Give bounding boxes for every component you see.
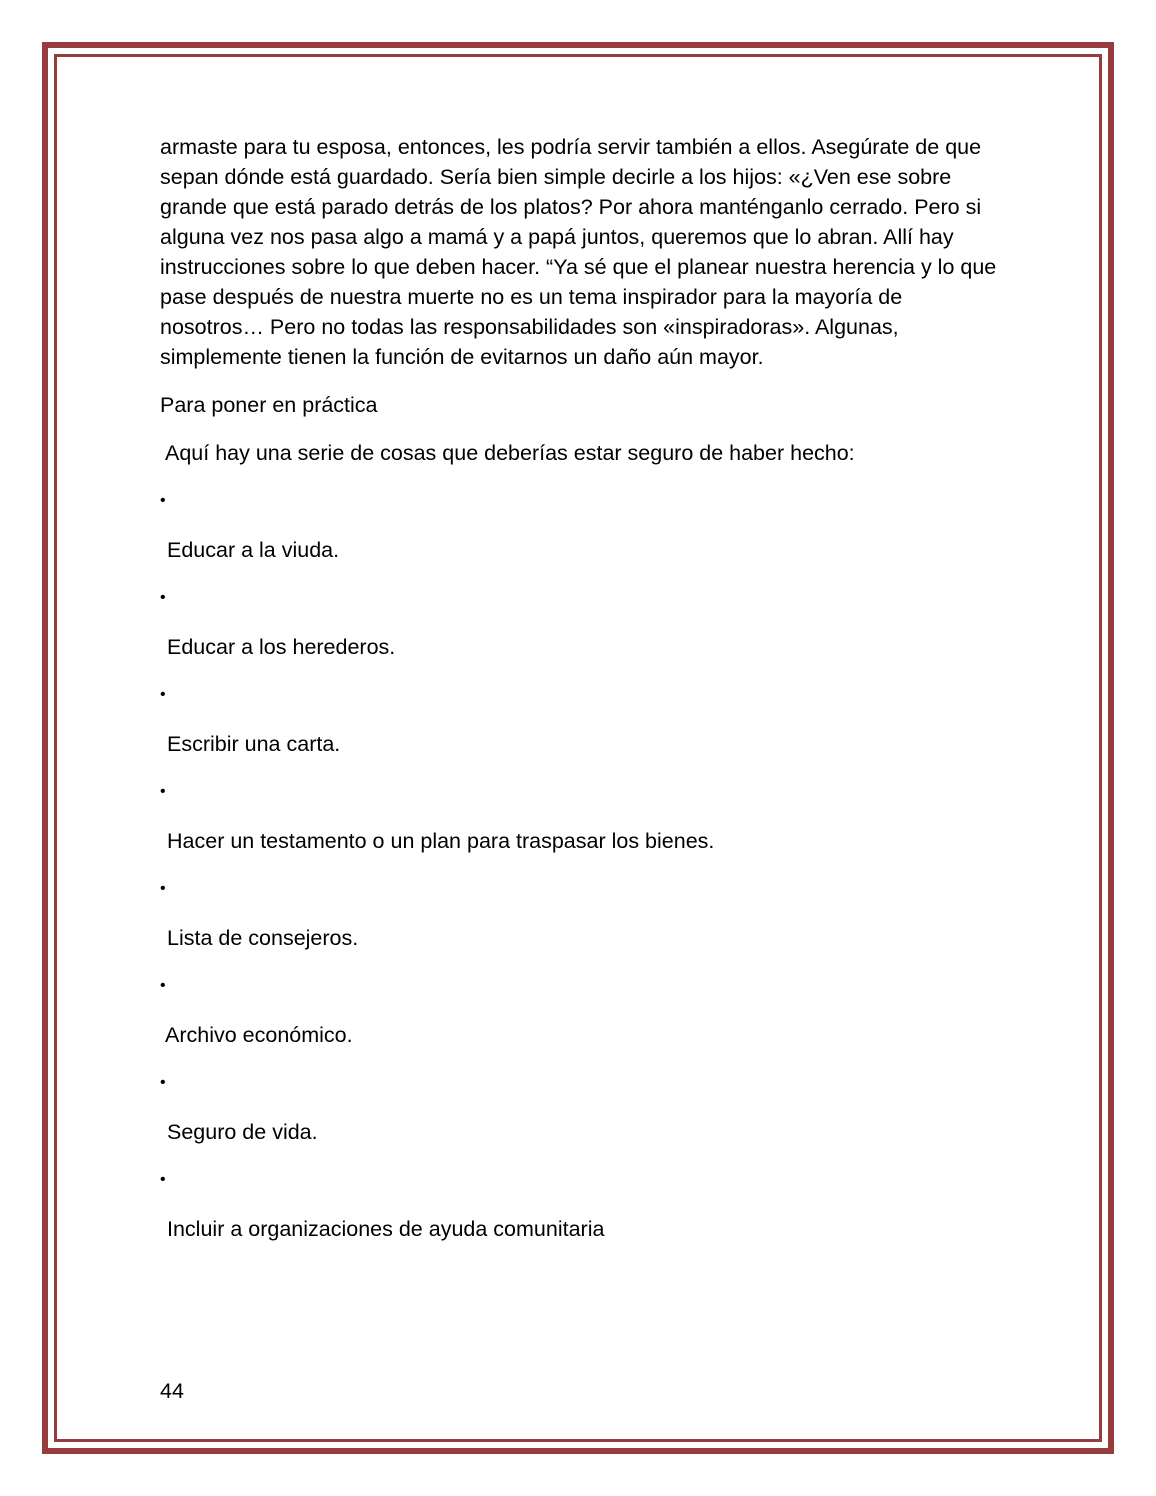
list-item — [160, 486, 1000, 565]
bullet-icon: • — [160, 589, 166, 606]
list-item — [160, 777, 1000, 856]
page-content — [160, 132, 1000, 1244]
list-item-text: Educar a la viuda. — [167, 538, 340, 562]
list-item — [160, 971, 1000, 1050]
bullet-icon: • — [160, 880, 166, 897]
bullet-icon: • — [160, 977, 166, 994]
list-item-text: Archivo económico. — [165, 1023, 353, 1047]
checklist — [160, 486, 1000, 1244]
section-heading: Para poner en práctica — [160, 393, 378, 417]
list-item — [160, 1165, 1000, 1244]
list-item-text: Lista de consejeros. — [167, 926, 359, 950]
bullet-icon: • — [160, 492, 166, 509]
bullet-icon: • — [160, 1074, 166, 1091]
bullet-icon: • — [160, 686, 166, 703]
page-number: 44 — [160, 1379, 184, 1403]
list-item-text: Escribir una carta. — [167, 732, 341, 756]
list-item — [160, 583, 1000, 662]
intro-text: Aquí hay una serie de cosas que deberías estar seguro de haber hecho: — [165, 441, 855, 465]
body-paragraph: armaste para tu esposa, entonces, les podría servir también a ellos. Asegúrate de que sepan dónde está guardado. Sería bien simple decirle a los hijos: «¿Ven ese sobre grande que está parado detrás de los platos? Por ahora manténganlo cerrado. Pero si alguna vez nos pasa algo a mamá y a papá juntos, queremos que lo abran. Allí hay instrucciones sobre lo que deben hacer. “Ya sé que el planear nuestra herencia y lo que pase después de nuestra muerte no es un tema inspirador para la mayoría de nosotros… Pero no todas las responsabilidades son «inspiradoras». Algunas, simplemente tienen la función de evitarnos un daño aún mayor. — [160, 135, 997, 369]
list-item-text: Incluir a organizaciones de ayuda comunitaria — [167, 1217, 605, 1241]
list-item-text: Educar a los herederos. — [167, 635, 396, 659]
bullet-icon: • — [160, 1171, 166, 1188]
list-item — [160, 680, 1000, 759]
bullet-icon: • — [160, 783, 166, 800]
list-item-text: Hacer un testamento o un plan para traspasar los bienes. — [167, 829, 715, 853]
list-item — [160, 1068, 1000, 1147]
list-item-text: Seguro de vida. — [167, 1120, 318, 1144]
list-item — [160, 874, 1000, 953]
